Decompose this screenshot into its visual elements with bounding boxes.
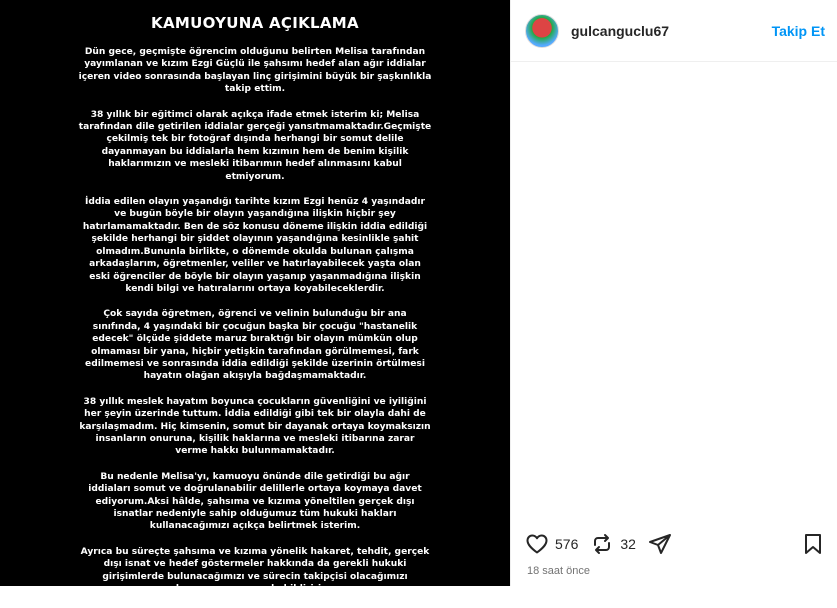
post-header: [511, 0, 837, 62]
heart-icon: [525, 532, 549, 556]
post-title: KAMUOYUNA AÇIKLAMA: [151, 14, 359, 32]
post-paragraph: Dün gece, geçmişte öğrencim olduğunu belirten Melisa tarafından yayımlanan ve kızım Ezgi Güçlü ile şahsımı hedef alan ağır iddialar içeren video sonrasında başlayan linç girişimini büyük bir şaşkınlıkla takip ettim.: [78, 47, 432, 95]
post-side-panel: [510, 0, 837, 586]
save-button[interactable]: [801, 532, 825, 556]
repost-icon: [590, 532, 614, 556]
post-paragraph: 38 yıllık meslek hayatım boyunca çocukların güvenliğini ve iyiliğini her şeyin üzerinde tuttum. İddia edildiği gibi tek bir olayla dahi de karşılaşmadım. Hiç kimsenin, somut bir dayanak ortaya koymaksızın insanların onuruna, kişilik haklarına ve mesleki itibarına zarar verme hakkı bulunmamaktadır.: [79, 396, 431, 457]
username-link[interactable]: gulcanguclu67: [571, 22, 670, 39]
share-icon: [648, 532, 672, 556]
like-count: 576: [555, 536, 579, 552]
repost-button[interactable]: [590, 532, 648, 556]
bookmark-icon: [801, 532, 825, 556]
post-paragraph: Ayrıca bu süreçte şahsıma ve kızıma yönelik hakaret, tehdit, gerçek dışı isnat ve hedef göstermeler hakkında da gerekli hukuki girişimlerde bulunacağımızı ve sürecin takipçisi olacağımızı kamuoyuna saygıyla bildiririm.: [80, 546, 430, 595]
like-button[interactable]: [525, 532, 590, 556]
post-paragraph: Çok sayıda öğretmen, öğrenci ve velinin bulunduğu bir ana sınıfında, 4 yaşındaki bir çocuğun başka bir çocuğu "hastanelik edecek" ölçüde şiddete maruz bıraktığı bir olayın mümkün olup olmaması bir yana, hiçbir yetişkin tarafından görülmemesi, fark edilmemesi ve sonrasında iddia edildiği şekilde üzerinin örtülmesi hayatın olağan akışıyla bağdaşmamaktadır.: [85, 309, 425, 382]
share-button[interactable]: [648, 532, 672, 556]
repost-count: 32: [620, 536, 636, 552]
post-body: [78, 46, 432, 608]
post-timestamp: 18 saat önce: [527, 565, 590, 577]
action-bar: [525, 532, 825, 556]
post-paragraph: 38 yıllık bir eğitimci olarak açıkça ifade etmek isterim ki; Melisa tarafından dile getirilen iddialar gerçeği yansıtmamaktadır.Geçmişte çekilmiş tek bir fotoğraf dışında herhangi bir somut delile dayanmayan bu iddialarla hem kızımın hem de benim kişilik haklarımızın ve mesleki itibarımın hedef alınmasını kabul etmiyorum.: [78, 109, 432, 182]
avatar[interactable]: [525, 14, 559, 48]
post-paragraph: İddia edilen olayın yaşandığı tarihte kızım Ezgi henüz 4 yaşındadır ve bugün böyle bir olayın yaşandığına ilişkin hiçbir şey hatırlamamaktadır. Ben de söz konusu döneme ilişkin iddia edildiği şekilde herhangi bir şiddet olayının yaşandığına kesinlikle şahit olmadım.Bununla birlikte, o dönemde okulda bulunan çalışma arkadaşlarım, öğretmenler, veliler ve hatırlayabilecek yaşta olan eski öğrenciler de böyle bir olayın yaşanıp yaşanmadığına ilişkin kendi bilgi ve hatıralarını ortaya koyabileceklerdir.: [82, 197, 428, 294]
follow-button[interactable]: Takip Et: [771, 22, 825, 39]
post-paragraph: Bu nedenle Melisa'yı, kamuoyu önünde dile getirdiği bu ağır iddiaları somut ve doğrulanabilir delillerle ortaya koymaya davet ediyorum.Aksi hâlde, şahsıma ve kızıma yöneltilen gerçek dışı isnatlar nedeniyle sahip olduğumuz tüm hukuki hakları kullanacağımızı açıkça belirtmek isterim.: [88, 471, 422, 532]
